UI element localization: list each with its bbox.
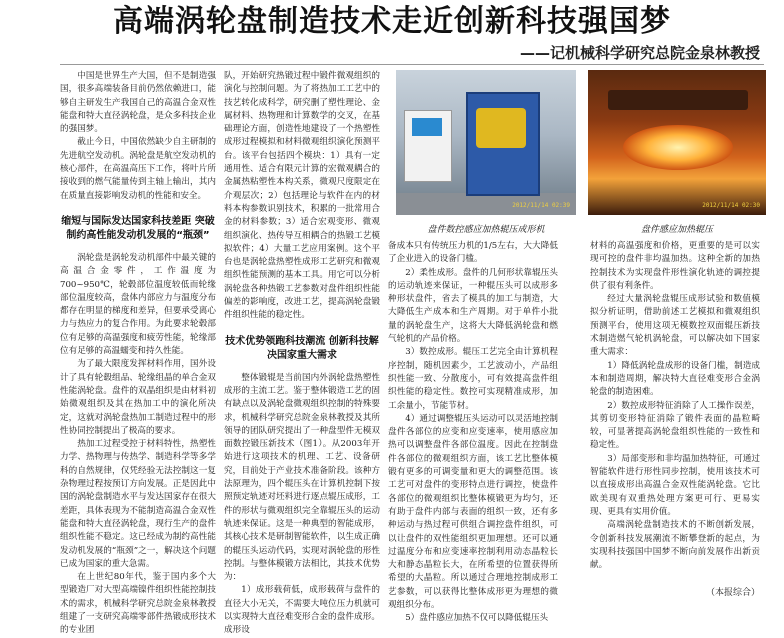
control-screen bbox=[412, 118, 442, 136]
byline: ——记机械科学研究总院金泉林教授 bbox=[519, 44, 760, 62]
section-heading: 技术优势领跑科技潮流 创新科技解决国家重大需求 bbox=[225, 335, 379, 361]
paragraph: 材料的高温强度和价格，更重要的是可以实现可控的盘件非均温加热。这种全新的加热控制技术为实现盘件形性演化轨迹的调控提供了很有利条件。 bbox=[590, 241, 760, 291]
paragraph: 整体锻辊是当前国内外涡轮盘热塑性成形的主流工艺。鉴于整体锻造工艺的固有缺点以及涡轮盘微观组织控制的特殊要求，机械科学研究总院金泉林教授及其所领导的团队研究提出了一种盘型件无模双面数控锻压新技术（图1）。从2003年开始进行这项技术的机理、工艺、设备研究，目前处于产业技术准备阶段。该种方法原理为，四个辊压头在计算机控制下按照预定轨迹对坯料进行逐点辊压成形，工件的形状与微观组织完全靠辊压头的运动轨迹来保证。这是一种典型的智能成形，其核心技术是研制智能软件，以生成正确的辊压头运动代码，实现对涡轮盘的形性控制。与整体模锻方法相比，其技术优势为： bbox=[224, 372, 380, 583]
photo-timestamp: 2012/11/14 02:39 bbox=[512, 202, 570, 209]
paragraph: 热加工过程受控于材料特性，热塑性力学、热物理与传热学、制造科学等多学科的自然规律，仅凭经验无法控制这一复杂物理过程按预订方向发展。正是因此中国的涡轮盘制造水平与发达国家存在很大差距，具体表现为不能制造高温合金双性能盘和特大直径涡轮盘，现行生产的盘件组织性能不稳定。这已经成为制约高性能发动机发展的“瓶颈”之一，解决这个问题已成为国家的重大急需。 bbox=[60, 439, 216, 569]
paragraph: 2）柔性成形。盘件的几何形状靠辊压头的运动轨迹来保证，一种辊压头可以成形多种形状盘件，省去了模具的加工与制造，大大降低生产成本和生产周期。对于单件小批量的涡轮盘生产，这将大大降低涡轮盘和燃气轮机的产品价格。 bbox=[388, 267, 558, 345]
paragraph: 1）成形载荷低，成形载荷与盘件的直径大小无关，不需要大吨位压力机就可以实现特大直径难变形合金的盘件成形。成形设 bbox=[224, 585, 380, 636]
heated-disc-glow bbox=[623, 125, 733, 170]
paragraph: 4）通过调整辊压头运动可以灵活地控制盘件各部位的应变和应变速率，使用感应加热可以调整盘件各部位温度。因此在控制盘件各部位的微观组织方面，该工艺比整体模锻有更多的可调变量和更大的调整范围。该工艺可对盘件的变形特点进行调控，使盘件各部位的微观组织比整体模锻更为均匀，还有助于盘件内部与表面的组织一致，还有多种运动与热过程可供组合调控盘件组织，可以让盘件的双性能组织更加理想。还可以通过温度分布和应变速率控制利用动态晶粒长大和静态晶粒长大，在所希望的位置获得所希望的大晶粒。所以通过合理地控制成形工艺参数，可以获得比整体成形更为理想的微观组织分布。 bbox=[388, 413, 558, 611]
forming-machine-photo bbox=[396, 70, 576, 215]
column-1 bbox=[60, 70, 216, 638]
section-heading: 缩短与国际发达国家科技差距 突破制约高性能发动机发展的“瓶颈” bbox=[61, 215, 215, 241]
figure-caption: 盘件感应加热辊压 bbox=[640, 225, 713, 235]
column-3 bbox=[388, 240, 558, 626]
paragraph: 队，开始研究热锻过程中锻件微观组织的演化与控制问题。为了将热加工工艺中的技艺转化成科学，研究删了塑性理论、金属材料、热物理和计算数学的交叉，在基础理论方面，创造性地建设了一个热塑性成形过程模拟和材料微观组织演化预测平台。该平台包括四个模块：1）具有一定通用性、适合有限元计算的宏微观耦合的金属热粘塑性本构关系，微观尺度限定在介观层次；2）包括理论与软件在内的材料本构参数识别技术，积累的一批常用合金的材料参数；3）适合宏观变形、微观组织演化、热传导互相耦合的热锻工艺模拟软件；4）大量工艺应用案例。这个平台也是涡轮盘热塑性成形工艺研究和微观组织性能预测的基本工具。用它可以分析涡轮盘各种热锻工艺参数对盘件组织性能偏差的影响度，改进工艺，提高涡轮盘锻件组织性能的稳定性。 bbox=[224, 71, 380, 321]
paragraph: 5）盘件感应加热不仅可以降低辊压头 bbox=[405, 613, 549, 624]
machine-rollers bbox=[476, 108, 526, 148]
column-4 bbox=[590, 240, 760, 572]
header-rule bbox=[60, 64, 764, 65]
paragraph: 2）数控成形特征消除了人工操作误差，其剪切变形特征消除了锻件表面的晶粒畸较，可显著提高涡轮盘组织性能的一致性和稳定性。 bbox=[590, 400, 760, 451]
paragraph: 3）数控成形。辊压工艺完全由计算机程序控制，随机因素少，工艺波动小，产品组织性能一致、分散度小，可有效提高盘件组织性能的稳定性。数控可实现精准成形，加工余量小，节能节材。 bbox=[388, 347, 558, 411]
paragraph: 高端涡轮盘制造技术的不断创新发展，令创新科技发展潮流不断攀登新的起点，为实现科技强国中国梦不断向前发展作出新贡献。 bbox=[590, 520, 760, 571]
photo-timestamp: 2012/11/14 02:30 bbox=[702, 202, 760, 209]
column-2 bbox=[224, 70, 380, 638]
paragraph: 1）降低涡轮盘成形的设备门槛，制造成本和制造周期，解决特大直径难变形合金涡轮盘的制造困难。 bbox=[590, 360, 760, 398]
headline: 高端涡轮盘制造技术走近创新科技强国梦 bbox=[113, 4, 671, 39]
paragraph: 3）局部变形和非均温加热特征，可通过智能软件进行形性同步控制，使用该技术可以直接成形出高温合金双性能涡轮盘。它比欧美现有双重热处理方案更可行、更易实现、更具有实用价值。 bbox=[590, 453, 760, 517]
heated-disc-photo bbox=[588, 70, 766, 215]
paragraph: 经过大量涡轮盘辊压成形试验和数值模拟分析证明，借助前述工艺模拟和微观组织预测平台，使用这项无模数控双面辊压新技术制造燃气轮机涡轮盘，可以解决如下国家重大需求： bbox=[590, 294, 760, 358]
paragraph: 备成本只有传统压力机的1/5左右，大大降低了企业进入的设备门槛。 bbox=[388, 241, 558, 265]
paragraph: 中国是世界生产大国，但不是制造强国，很多高端装备目前仍然依赖进口，能够自主研发生产我国自己的高温合金双性能盘和特大直径涡轮盘，是众多科技企业的强国梦。 bbox=[60, 71, 216, 135]
paragraph: 在上世纪80年代，鉴于国内多个大型锻造厂对大型高端镍件组织性能控制技术的需求，机械科学研究总院金泉林教授组建了一支研究高端零部件热锻成形技术的专业团 bbox=[60, 572, 216, 636]
paragraph: 为了最大限度发挥材料作用，国外设计了具有轮毂组品、轮缘组晶的单合金双性能涡轮盘。盘件的双晶组织是由材料初始微观组织及其在热加工中的演化所决定，这就对涡轮盘热加工制造过程中的形性协同控制提出了极高的要求。 bbox=[60, 359, 216, 436]
figure-caption: 盘件数控感应加热辊压成形机 bbox=[427, 225, 545, 235]
source-note: （本报综合） bbox=[705, 588, 760, 598]
roller-ring bbox=[608, 90, 748, 110]
paragraph: 涡轮盘是涡轮发动机部件中最关键的高温合金零件，工作温度为700~950℃，轮毂部位温度较低而轮缘部位温度较高，盘体内部应力与温度分布都存在明显的梯度和差异，但要承受离心力与热应力的复合作用。为此要求轮毂部位有足够的高温强度和疲劳性能，轮缘部位有足够的高温蠕变和持久性能。 bbox=[60, 252, 216, 357]
paragraph: 截止今日，中国依然缺少自主研制的先进航空发动机。涡轮盘是航空发动机的核心部件，在高温高压下工作，将叶片所接收到的燃气能量传到主轴上输出，其内在质量直接影响发动机的性能和安全。 bbox=[60, 137, 216, 201]
